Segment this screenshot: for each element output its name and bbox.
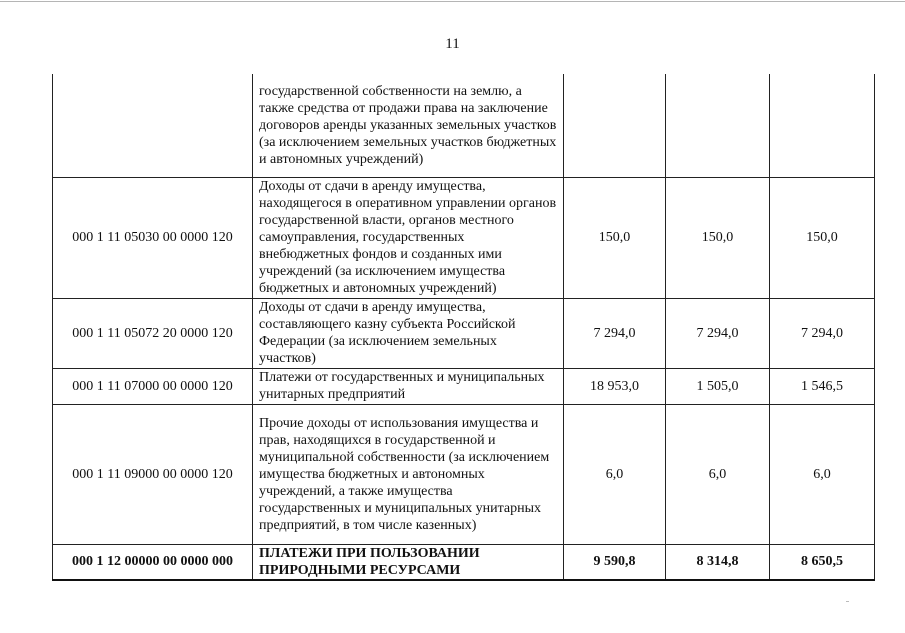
value-cell-year3: 1 546,5 bbox=[770, 368, 875, 404]
value-cell-year1: 9 590,8 bbox=[564, 544, 666, 580]
budget-code-cell: 000 1 11 05072 20 0000 120 bbox=[53, 298, 253, 368]
budget-code-cell: 000 1 11 09000 00 0000 120 bbox=[53, 404, 253, 544]
value-cell-year3: 150,0 bbox=[770, 177, 875, 298]
value-cell-year3: 6,0 bbox=[770, 404, 875, 544]
value-cell-year2: 7 294,0 bbox=[666, 298, 770, 368]
value-cell-year1: 18 953,0 bbox=[564, 368, 666, 404]
table-row bbox=[53, 368, 875, 404]
value-cell-year1 bbox=[564, 74, 666, 177]
table-row bbox=[53, 177, 875, 298]
revenue-name-cell: Прочие доходы от использования имущества и прав, находящихся в государственной и муниципальной собственности (за исключением имущества бюджетных и автономных учреждений, а также имущества государственных и муниципальных унитарных предприятий, в том числе казенных) bbox=[253, 404, 564, 544]
scan-speck bbox=[846, 601, 849, 602]
value-cell-year2: 8 314,8 bbox=[666, 544, 770, 580]
value-cell-year2: 6,0 bbox=[666, 404, 770, 544]
value-cell-year3: 8 650,5 bbox=[770, 544, 875, 580]
revenue-name-cell: ПЛАТЕЖИ ПРИ ПОЛЬЗОВАНИИ ПРИРОДНЫМИ РЕСУРСАМИ bbox=[253, 544, 564, 580]
table-row bbox=[53, 298, 875, 368]
revenue-table bbox=[52, 74, 875, 581]
revenue-name-cell: Доходы от сдачи в аренду имущества, находящегося в оперативном управлении органов государственной власти, органов местного самоуправления, государственных внебюджетных фондов и созданных ими учреждений (за исключением имущества бюджетных и автономных учреждений) bbox=[253, 177, 564, 298]
table-row bbox=[53, 404, 875, 544]
revenue-name-cell: государственной собственности на землю, а также средства от продажи права на заключение договоров аренды указанных земельных участков (за исключением земельных участков бюджетных и автономных учреждений) bbox=[253, 74, 564, 177]
value-cell-year1: 6,0 bbox=[564, 404, 666, 544]
budget-code-cell: 000 1 11 05030 00 0000 120 bbox=[53, 177, 253, 298]
budget-code-cell: 000 1 11 07000 00 0000 120 bbox=[53, 368, 253, 404]
page-number: 11 bbox=[445, 36, 460, 52]
table-row-section-total bbox=[53, 544, 875, 580]
budget-code-cell bbox=[53, 74, 253, 177]
value-cell-year2: 150,0 bbox=[666, 177, 770, 298]
budget-code-cell: 000 1 12 00000 00 0000 000 bbox=[53, 544, 253, 580]
value-cell-year1: 7 294,0 bbox=[564, 298, 666, 368]
value-cell-year2 bbox=[666, 74, 770, 177]
revenue-name-cell: Платежи от государственных и муниципальных унитарных предприятий bbox=[253, 368, 564, 404]
revenue-name-cell: Доходы от сдачи в аренду имущества, составляющего казну субъекта Российской Федерации (за исключением земельных участков) bbox=[253, 298, 564, 368]
top-border-line bbox=[0, 1, 905, 2]
value-cell-year3 bbox=[770, 74, 875, 177]
value-cell-year2: 1 505,0 bbox=[666, 368, 770, 404]
value-cell-year3: 7 294,0 bbox=[770, 298, 875, 368]
table-row bbox=[53, 74, 875, 177]
value-cell-year1: 150,0 bbox=[564, 177, 666, 298]
